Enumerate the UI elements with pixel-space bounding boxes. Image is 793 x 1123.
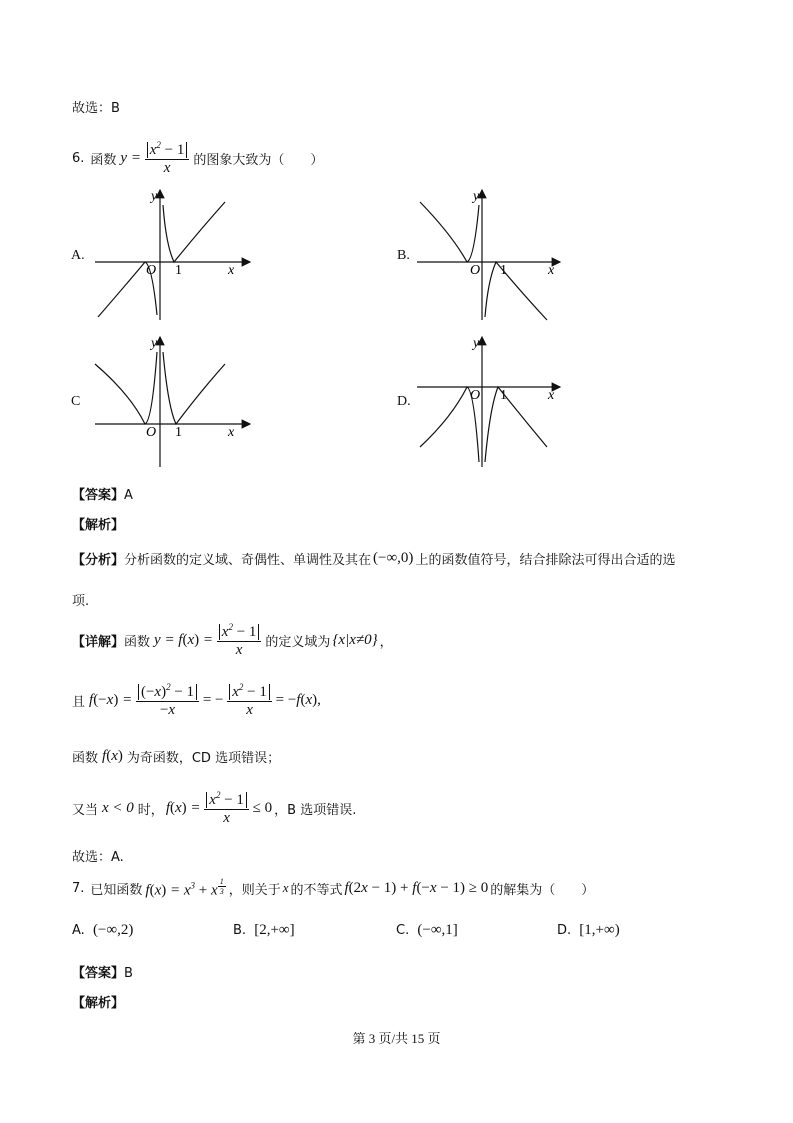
q7-number: 7. xyxy=(72,880,85,896)
q7-text-1: 已知函数 xyxy=(90,882,143,898)
q6-domain-text: 的定义域为 xyxy=(265,635,331,650)
q6-odd-formula: f(−x) = $\frac{(-x)^2 - 1}{-x}$ = − $\frac{x^2 - 1}{x}$ = −f(x), xyxy=(89,682,321,718)
graph-c xyxy=(90,332,260,472)
q6-xiangjie-tag: 【详解】 xyxy=(72,635,125,650)
q7-option-a-value: (−∞,2) xyxy=(92,922,134,938)
q6-odd-text-2: 为奇函数，CD 选项错误； xyxy=(126,751,281,766)
graph-d-y-label: y xyxy=(473,336,480,351)
previous-answer: 故选：B xyxy=(72,101,120,116)
graph-b xyxy=(412,185,582,325)
q6-fx: f(x) xyxy=(102,748,123,764)
graph-b-y-label: y xyxy=(473,189,480,204)
option-d-label: D. xyxy=(397,394,411,409)
q6-negative-case xyxy=(72,790,356,827)
q6-qie: 且 xyxy=(72,695,86,710)
q6-fenxi-text-1: 分析函数的定义域、奇偶性、单调性及其在 xyxy=(124,553,372,568)
q6-final: 故选：A. xyxy=(72,850,124,865)
q6-you-1: 又当 xyxy=(72,803,99,818)
graph-a-y-label: y xyxy=(151,189,158,204)
q7-analysis-tag: 【解析】 xyxy=(72,996,125,1011)
page-footer: 第 3 页/共 15 页 xyxy=(352,1031,441,1046)
graph-b-origin-label: O xyxy=(470,263,481,278)
q7-text-3: 的不等式 xyxy=(290,882,343,898)
q7-option-b-value: [2,+∞] xyxy=(254,922,295,938)
q6-negative-formula: f(x) = $\frac{x^2 - 1}{x}$ ≤ 0 xyxy=(165,790,273,826)
q7-answer: B xyxy=(124,966,133,981)
q6-you-2: 时， xyxy=(137,803,164,818)
graph-c-origin-label: O xyxy=(146,425,157,440)
q7-function-formula: $f(x) = x^3 + x$ $^{\frac{1}{3}}$ xyxy=(145,877,224,899)
q6-fenxi-interval: (−∞,0) xyxy=(373,550,414,566)
q6-answer-tag: 【答案】 xyxy=(72,488,125,503)
q6-function-formula: y = $\frac{x^2 - 1}{x}$ xyxy=(120,140,189,177)
q7-text-4: 的解集为（ ） xyxy=(490,882,595,898)
q6-domain-set: {x|x≠0} xyxy=(332,632,378,648)
q6-xiangjie-formula: y = f(x) = $\frac{x^2 - 1}{x}$ xyxy=(154,622,261,659)
q7-option-a[interactable] xyxy=(72,922,133,939)
graph-c-one-label: 1 xyxy=(175,425,182,440)
q7-option-b[interactable] xyxy=(233,922,295,939)
q6-odd-conclusion xyxy=(72,747,280,766)
q6-number: 6. xyxy=(72,151,85,166)
q7-option-b-label: B. xyxy=(233,923,247,938)
graph-d-origin-label: O xyxy=(470,388,481,403)
q7-option-c-label: C. xyxy=(396,923,410,938)
option-b-label: B. xyxy=(397,248,410,263)
q6-answer-row xyxy=(72,484,133,503)
q6-fenxi-text-2: 上的函数值符号，结合排除法可得出合适的选 xyxy=(415,553,676,568)
q7-option-d-label: D. xyxy=(557,923,572,938)
q6-you-3: ，B 选项错误. xyxy=(274,803,357,818)
q6-stem xyxy=(72,140,323,177)
q6-answer: A xyxy=(124,488,133,503)
graph-c-x-label: x xyxy=(228,425,235,440)
q6-fenxi-text-3: 项. xyxy=(72,594,90,609)
graph-a-origin-label: O xyxy=(146,263,157,278)
graph-a xyxy=(90,185,260,325)
q7-stem xyxy=(72,877,594,900)
q7-option-d-value: [1,+∞) xyxy=(579,922,620,938)
q6-suffix: 的图象大致为（ ） xyxy=(193,153,324,168)
q6-analysis-tag: 【解析】 xyxy=(72,518,125,533)
q7-option-c[interactable] xyxy=(396,922,458,939)
q6-xiangjie-line xyxy=(72,622,393,659)
q7-option-d[interactable] xyxy=(557,922,620,939)
graph-d-one-label: 1 xyxy=(500,388,507,403)
graph-a-x-label: x xyxy=(228,263,235,278)
q7-option-c-value: (−∞,1] xyxy=(417,922,458,938)
q7-option-a-label: A. xyxy=(72,923,85,938)
graph-a-one-label: 1 xyxy=(175,263,182,278)
q6-fenxi-tag: 【分析】 xyxy=(72,553,125,568)
graph-d-x-label: x xyxy=(548,388,555,403)
option-a-label: A. xyxy=(71,248,85,263)
graph-c-y-label: y xyxy=(151,336,158,351)
q6-you-cond: x < 0 xyxy=(102,800,134,816)
q6-odd-proof xyxy=(72,682,321,719)
graph-b-x-label: x xyxy=(548,263,555,278)
q7-text-2: ，则关于 xyxy=(228,882,281,898)
graph-d xyxy=(412,332,582,472)
option-c-label: C xyxy=(71,394,81,409)
q7-inequality: f(2x − 1) + f(−x − 1) ≥ 0 xyxy=(344,879,489,896)
q6-odd-text-1: 函数 xyxy=(72,751,99,766)
graph-b-one-label: 1 xyxy=(500,263,507,278)
q6-prefix: 函数 xyxy=(90,153,117,168)
q7-answer-row xyxy=(72,962,133,981)
q6-xiangjie-text-1: 函数 xyxy=(124,635,151,650)
q6-fenxi-line xyxy=(72,549,675,568)
q6-comma: ， xyxy=(379,635,393,650)
q7-var-x: x xyxy=(282,880,289,896)
q7-answer-tag: 【答案】 xyxy=(72,966,125,981)
